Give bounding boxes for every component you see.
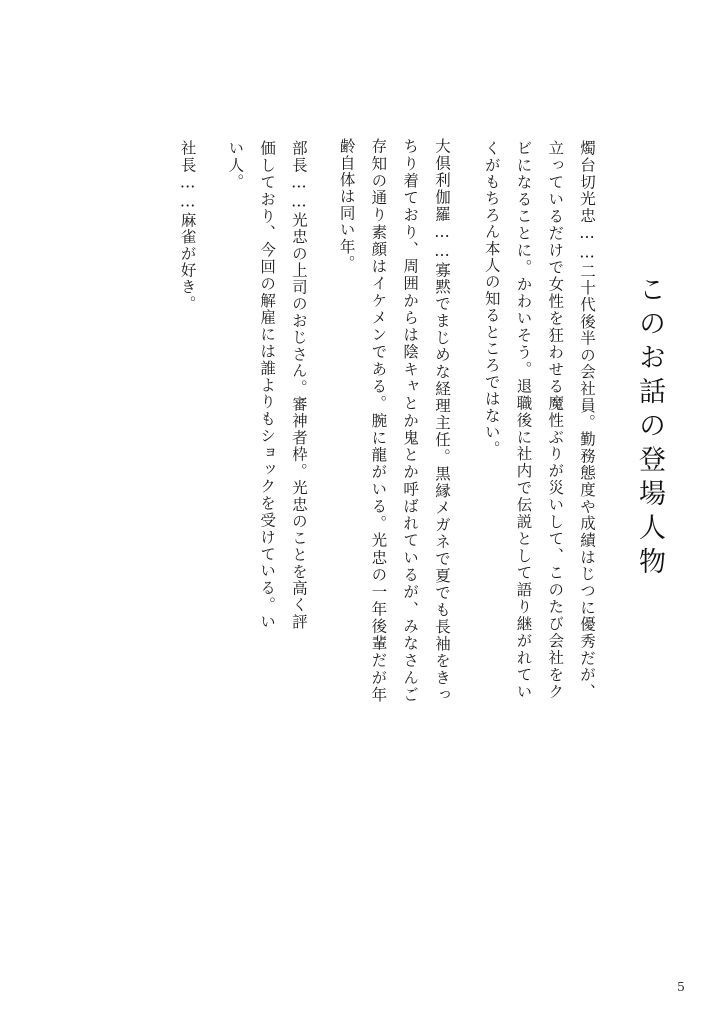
character-entry-shachou: 社長……麻雀が好き。 — [178, 140, 197, 312]
page-title: このお話の登場人物 — [634, 275, 665, 581]
page-content — [58, 120, 669, 954]
character-entry-buchou: 部長……光忠の上司のおじさん。審神者枠。光忠のことを高く評価しており、今回の解雇には誰よりもショックを受けている。いい人。 — [226, 140, 308, 630]
character-entry-ookurikara: 大倶利伽羅……寡黙でまじめな経理主任。黒縁メガネで夏でも長袖をきっちり着ており、周囲からは陰キャとか鬼とか呼ばれているが、みなさんご存知の通り素顔はイケメンである。腕に龍がいる。光忠の一年後輩だが年齢自体は同い年。 — [337, 138, 451, 703]
page-number: 5 — [677, 979, 685, 994]
character-entry-shokudaikiri: 燭台切光忠……二十代後半の会社員。勤務態度や成績はじつに優秀だが、立っているだけで女性を狂わせる魔性ぶりが災いして、このたび会社をクビになることに。かわいそう。退職後に社内で伝説として語り継がれていくがもちろん本人の知るところではない。 — [482, 140, 596, 700]
